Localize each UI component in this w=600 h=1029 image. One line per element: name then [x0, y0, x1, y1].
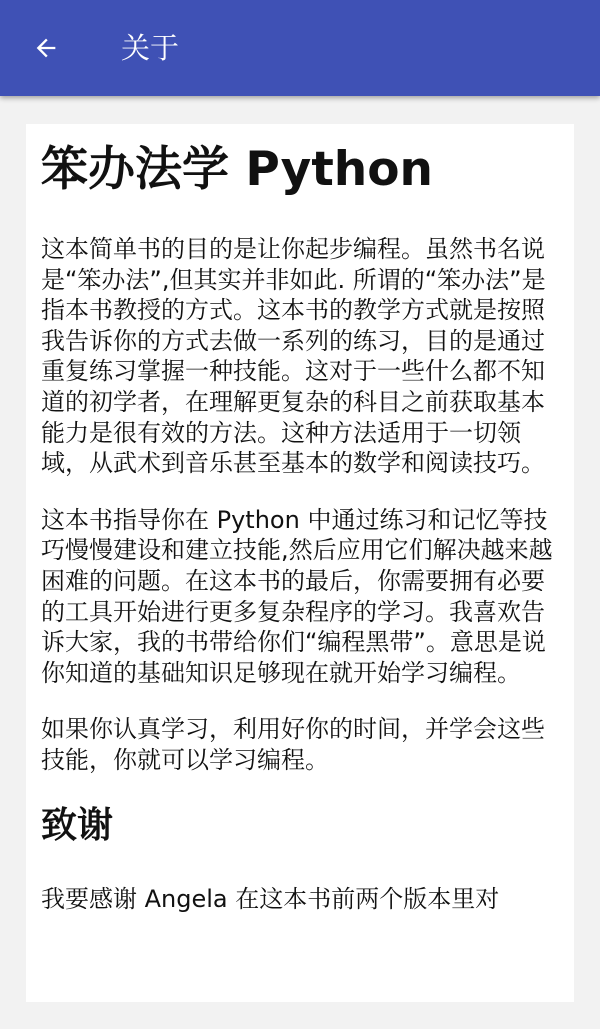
paragraph-3: 如果你认真学习，利用好你的时间，并学会这些技能，你就可以学习编程。: [41, 715, 545, 774]
section-heading-acknowledgements: 致谢: [41, 804, 114, 846]
app-bar: [0, 0, 600, 96]
paragraph-acknowledgements: 我要感谢 Angela 在这本书前两个版本里对: [41, 884, 500, 913]
paragraph-1: 这本简单书的目的是让你起步编程。虽然书名说是“笨办法”,但其实并非如此. 所谓的“笨办法”是指本书教授的方式。这本书的教学方式就是按照我告诉你的方式去做一系列的练习，目的是通过重复练习掌握一种技能。这对于一些什么都不知道的初学者，在理解更复杂的科目之前获取基本能力是很有效的方法。这种方法适用于一切领域，从武术到音乐甚至基本的数学和阅读技巧。: [41, 235, 546, 478]
article-card: [26, 124, 574, 1002]
article-title: 笨办法学 Python: [41, 142, 433, 197]
paragraph-2: 这本书指导你在 Python 中通过练习和记忆等技巧慢慢建设和建立技能,然后应用它们解决越来越困难的问题。在这本书的最后，你需要拥有必要的工具开始进行更多复杂程序的学习。我喜欢告诉大家，我的书带给你们“编程黑带”。意思是说你知道的基础知识足够现在就开始学习编程。: [41, 505, 553, 687]
article-body: [41, 134, 561, 914]
arrow-back-icon: [32, 34, 60, 62]
content-area[interactable]: [0, 96, 600, 1029]
app-bar-title: 关于: [121, 31, 180, 65]
back-button[interactable]: [22, 24, 70, 72]
